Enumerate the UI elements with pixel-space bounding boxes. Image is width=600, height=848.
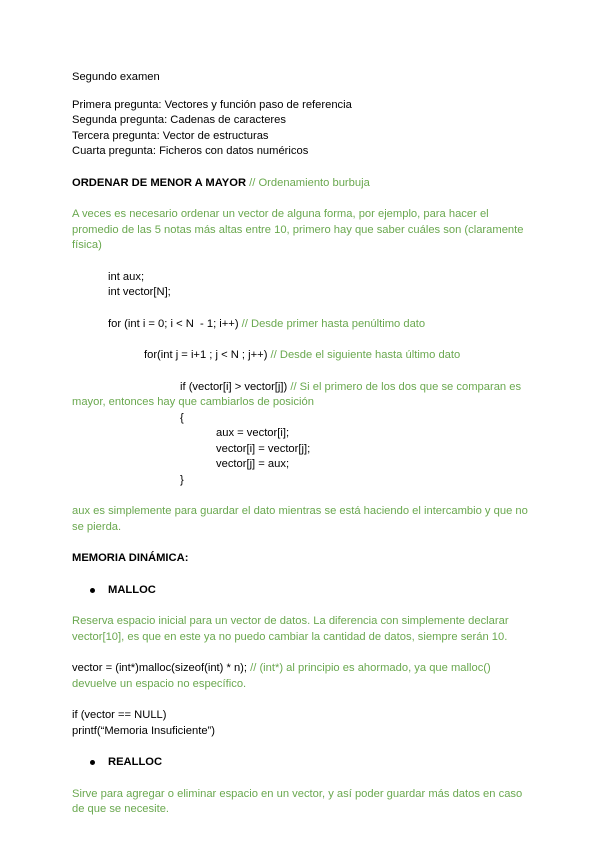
code-line: printf(“Memoria Insuficiente”) <box>72 724 215 737</box>
code-text: for (int i = 0; i < N - 1; i++) <box>108 317 239 330</box>
code-comment-continuation: mayor, entonces hay que cambiarlos de posición <box>72 396 314 408</box>
malloc-description: Reserva espacio inicial para un vector de datos. La diferencia con simplemente declarar vector[10], es que en este ya no puedo cambiar la cantidad de datos, siempre serán 10. <box>72 615 509 643</box>
question-item: Primera pregunta: Vectores y función paso de referencia <box>72 98 352 111</box>
question-item: Cuarta pregunta: Ficheros con datos numéricos <box>72 145 309 157</box>
code-line: vector[j] = aux; <box>216 458 290 470</box>
malloc-label: MALLOC <box>108 583 156 596</box>
realloc-label: REALLOC <box>108 756 163 768</box>
bullet-icon <box>90 588 95 593</box>
code-line-if <box>72 380 532 396</box>
sort-heading <box>72 176 532 192</box>
code-comment: // Desde el siguiente hasta último dato <box>267 349 461 361</box>
malloc-bullet <box>72 583 532 599</box>
realloc-description: Sirve para agregar o eliminar espacio en un vector, y así poder guardar más datos en caso de que se necesite. <box>72 787 523 815</box>
sort-code-block <box>72 270 532 489</box>
code-line: int vector[N]; <box>108 286 171 298</box>
code-text: vector = (int*)malloc(sizeof(int) * n); <box>72 662 248 674</box>
question-item: Segunda pregunta: Cadenas de caracteres <box>72 114 286 126</box>
code-line-for-outer <box>72 317 532 333</box>
sort-intro: A veces es necesario ordenar un vector de alguna forma, por ejemplo, para hacer el promedio de las 5 notas más altas entre 10, primero hay que saber cuáles son (claramente física) <box>72 208 524 251</box>
code-text: if (vector[i] > vector[j]) <box>180 380 288 393</box>
bullet-icon <box>90 760 95 765</box>
sort-heading-comment: // Ordenamiento burbuja <box>246 176 370 189</box>
code-comment: // Si el primero de los dos que se comparan es <box>287 380 522 393</box>
code-comment: // (int*) al principio es ahormado, ya que malloc() devuelve un espacio no específico. <box>72 662 491 690</box>
document-page <box>72 70 532 818</box>
sort-heading-text: ORDENAR DE MENOR A MAYOR <box>72 176 247 189</box>
document-title: Segundo examen <box>72 71 160 83</box>
code-line: } <box>180 473 184 486</box>
code-text: for(int j = i+1 ; j < N ; j++) <box>144 349 268 361</box>
code-line: int aux; <box>108 270 145 283</box>
question-list <box>72 98 532 160</box>
code-line: if (vector == NULL) <box>72 709 167 721</box>
sort-note: aux es simplemente para guardar el dato mientras se está haciendo el intercambio y que no se pierda. <box>72 505 528 533</box>
code-line: aux = vector[i]; <box>216 427 290 439</box>
realloc-bullet <box>72 755 532 771</box>
code-line: vector[i] = vector[j]; <box>216 442 311 455</box>
code-line-for-inner <box>72 348 532 364</box>
question-item: Tercera pregunta: Vector de estructuras <box>72 129 269 142</box>
code-comment: // Desde primer hasta penúltimo dato <box>238 317 426 330</box>
malloc-code <box>72 661 532 692</box>
code-line: { <box>180 411 184 424</box>
memory-heading: MEMORIA DINÁMICA: <box>72 552 189 564</box>
